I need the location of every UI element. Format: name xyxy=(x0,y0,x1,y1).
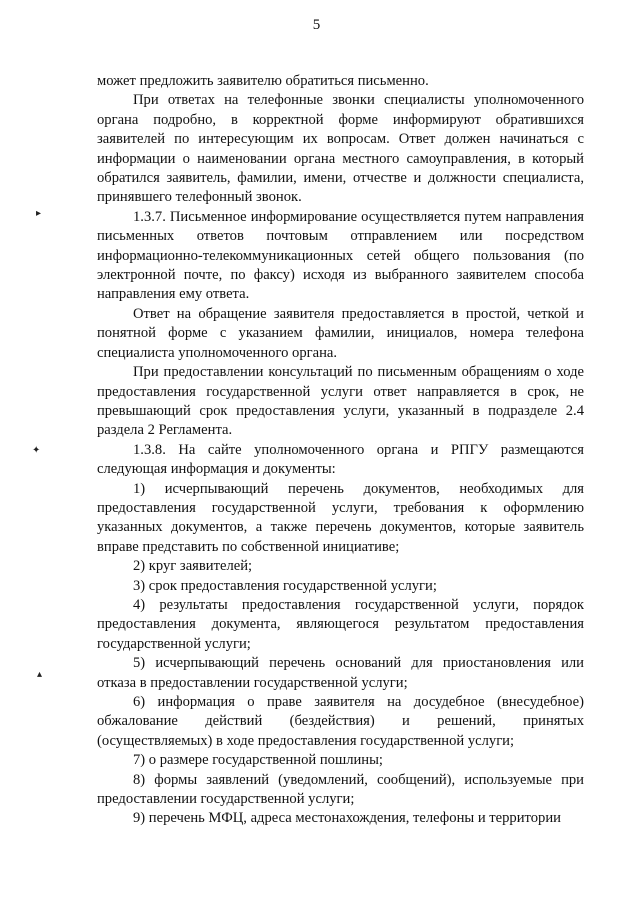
list-item: 3) срок предоставления государственной услуги; xyxy=(133,577,437,594)
paragraph: При ответах на телефонные звонки специалисты уполномоченного органа подробно, в корректной форме информируют обратившихся заявителей по интересующим их вопросам. Ответ должен начинаться с информации о наименовании органа местного самоуправления, в который обратился заявитель, фамилии, имени, отчестве и должности специалиста, принявшего телефонный звонок. xyxy=(97,92,584,206)
margin-mark: ▸ xyxy=(36,208,42,219)
list-item: 6) информация о праве заявителя на досудебное (внесудебное) обжалование действий (бездействия) и решений, принятых (осуществляемых) в ходе предоставления государственной услуги; xyxy=(97,694,584,749)
list-item: 9) перечень МФЦ, адреса местонахождения, телефоны и территории xyxy=(133,810,561,827)
page-number: 5 xyxy=(312,17,321,33)
margin-mark: ▴ xyxy=(37,669,43,680)
document-body xyxy=(97,72,584,829)
margin-mark: ✦ xyxy=(32,445,41,456)
list-item: 7) о размере государственной пошлины; xyxy=(133,752,383,769)
paragraph: При предоставлении консультаций по письменным обращениям о ходе предоставления государственной услуги ответ направляется в срок, не превышающий срок предоставления услуги, указанный в подразделе 2.4 раздела 2 Регламента. xyxy=(97,364,584,439)
paragraph: 1.3.8. На сайте уполномоченного органа и РПГУ размещаются следующая информация и документы: xyxy=(97,441,584,478)
list-item: 4) результаты предоставления государственной услуги, порядок предоставления документа, являющегося результатом предоставления государственной услуги; xyxy=(97,596,584,652)
list-item: 5) исчерпывающий перечень оснований для приостановления или отказа в предоставлении государственной услуги; xyxy=(97,655,584,691)
paragraph: может предложить заявителю обратиться письменно. xyxy=(97,73,429,89)
paragraph: Ответ на обращение заявителя предоставляется в простой, четкой и понятной форме с указанием фамилии, инициалов, номера телефона специалиста уполномоченного органа. xyxy=(97,305,584,361)
list-item: 2) круг заявителей; xyxy=(133,558,253,575)
list-item: 1) исчерпывающий перечень документов, необходимых для предоставления государственной услуги, требования к оформлению указанных документов, а также перечень документов, которые заявитель вправе представить по собственной инициативе; xyxy=(97,480,584,555)
list-item: 8) формы заявлений (уведомлений, сообщений), используемые при предоставлении государственной услуги; xyxy=(97,771,584,808)
paragraph: 1.3.7. Письменное информирование осуществляется путем направления письменных ответов почтовым отправлением или посредством информационно-телекоммуникационных сетей общего пользования (по электронной почте, по факсу) исходя из выбранного заявителем способа направления ему ответа. xyxy=(97,208,584,303)
